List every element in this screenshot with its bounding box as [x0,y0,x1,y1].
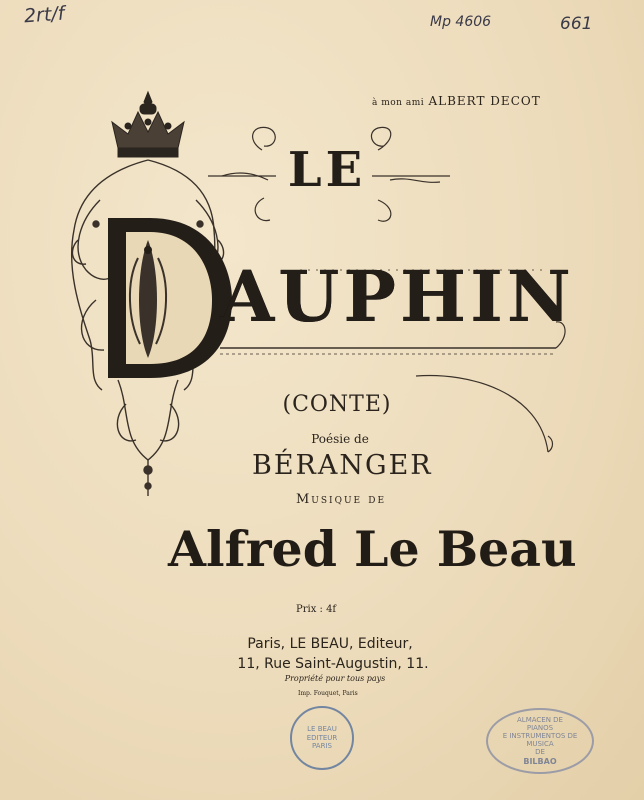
dropcap-d-ornament [108,218,232,378]
stamp-line: LE BEAU [307,725,337,734]
printer-credit: Imp. Fouquet, Paris [298,690,358,697]
stamp-line: E INSTRUMENTOS DE MUSICA [502,732,578,749]
publisher-line: Paris, LE BEAU, Editeur, [247,636,413,652]
publisher-stamp [290,706,354,770]
call-number: Mp 4606 [430,14,492,30]
stamp-line: BILBAO [523,756,557,766]
subtitle: (CONTE) [282,392,392,417]
dedication [372,94,541,108]
rights-notice: Propriété pour tous pays [284,674,386,683]
poet-name: BÉRANGER [252,450,433,481]
title-article: LE [287,142,367,198]
stamp-line: PIANOS [526,724,554,733]
handwritten-note: 2rt/f [23,2,66,28]
stamp-line: ALMACEN DE [517,716,563,725]
stamp-line: PARIS [312,742,332,751]
poet-label: Poésie de [311,432,369,446]
stamp-line: EDITEUR [306,733,338,742]
dedication-prefix: à mon ami [372,98,425,108]
stamp-line: DE [535,748,545,757]
sheet-number: 661 [560,14,593,34]
crown-icon [112,92,184,157]
title-word: AUPHIN [220,255,575,338]
shop-stamp [486,708,594,774]
price: Prix : 4f [296,604,337,615]
music-label: Musique de [295,492,387,507]
publisher-address: 11, Rue Saint-Augustin, 11. [237,656,429,672]
dedication-name: ALBERT DECOT [428,94,541,108]
composer-name: Alfred Le Beau [168,520,577,578]
